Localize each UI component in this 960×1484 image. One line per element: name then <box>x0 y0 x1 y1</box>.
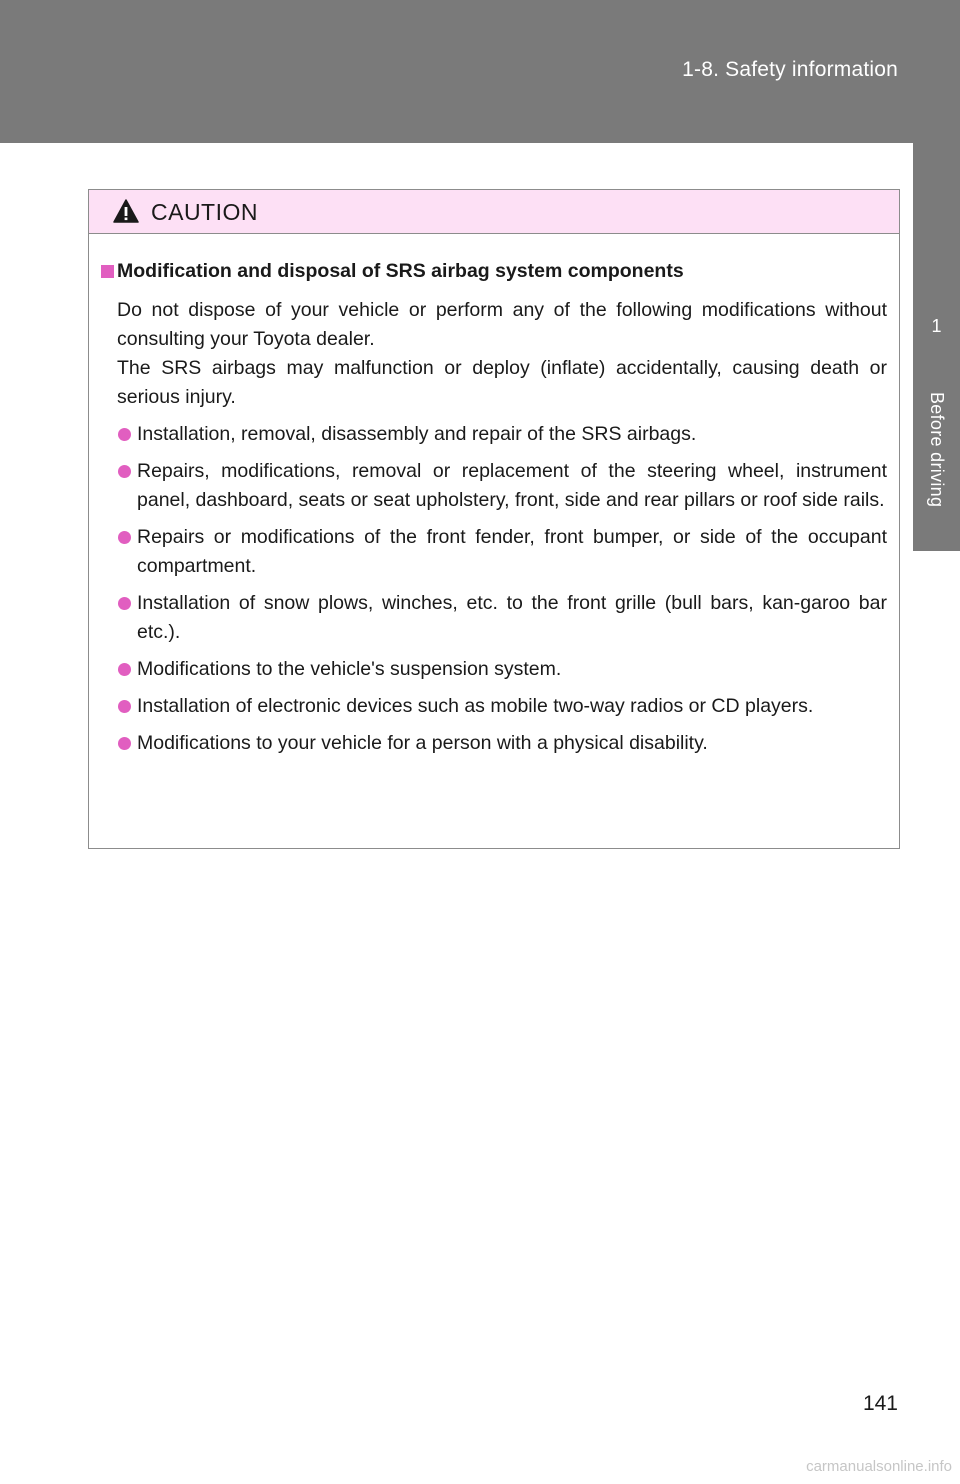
chapter-label: Before driving <box>927 392 947 508</box>
caution-box <box>88 189 900 849</box>
round-bullet-icon <box>118 465 131 478</box>
caution-intro <box>101 296 887 412</box>
chapter-number: 1 <box>931 316 942 336</box>
list-item-text: Installation of electronic devices such as mobile two-way radios or CD players. <box>137 695 814 717</box>
round-bullet-icon <box>118 737 131 750</box>
round-bullet-icon <box>118 597 131 610</box>
caution-body <box>89 234 899 758</box>
warning-triangle-icon <box>113 199 139 223</box>
caution-title: CAUTION <box>151 199 258 225</box>
watermark: carmanualsonline.info <box>806 1458 952 1475</box>
chapter-tab <box>913 143 960 381</box>
section-title: 1-8. Safety information <box>682 58 898 81</box>
square-bullet-icon <box>101 265 114 278</box>
round-bullet-icon <box>118 663 131 676</box>
round-bullet-icon <box>118 428 131 441</box>
list-item <box>101 457 887 515</box>
list-item <box>101 420 887 449</box>
list-item <box>101 729 887 758</box>
list-item-text: Repairs, modifications, removal or replacement of the steering wheel, instrument panel, dashboard, seats or seat upholstery, front, side and rear pillars or roof side rails. <box>137 460 887 511</box>
list-item <box>101 692 887 721</box>
intro-paragraph: The SRS airbags may malfunction or deploy (inflate) accidentally, causing death or serious injury. <box>117 357 887 408</box>
round-bullet-icon <box>118 700 131 713</box>
list-item-text: Repairs or modifications of the front fender, front bumper, or side of the occupant compartment. <box>137 526 887 577</box>
round-bullet-icon <box>118 531 131 544</box>
list-item-text: Modifications to your vehicle for a person with a physical disability. <box>137 732 708 754</box>
page-number: 141 <box>862 1392 898 1415</box>
list-item-text: Modifications to the vehicle's suspension system. <box>137 658 562 680</box>
intro-paragraph: Do not dispose of your vehicle or perform any of the following modifications without consulting your Toyota dealer. <box>117 299 887 350</box>
caution-heading-text: Modification and disposal of SRS airbag system components <box>117 260 684 282</box>
list-item <box>101 523 887 581</box>
caution-header <box>89 190 899 234</box>
caution-heading <box>101 258 887 284</box>
list-item <box>101 655 887 684</box>
list-item-text: Installation of snow plows, winches, etc. to the front grille (bull bars, kan-garoo bar etc.). <box>137 592 887 643</box>
list-item <box>101 589 887 647</box>
list-item-text: Installation, removal, disassembly and repair of the SRS airbags. <box>137 423 697 445</box>
